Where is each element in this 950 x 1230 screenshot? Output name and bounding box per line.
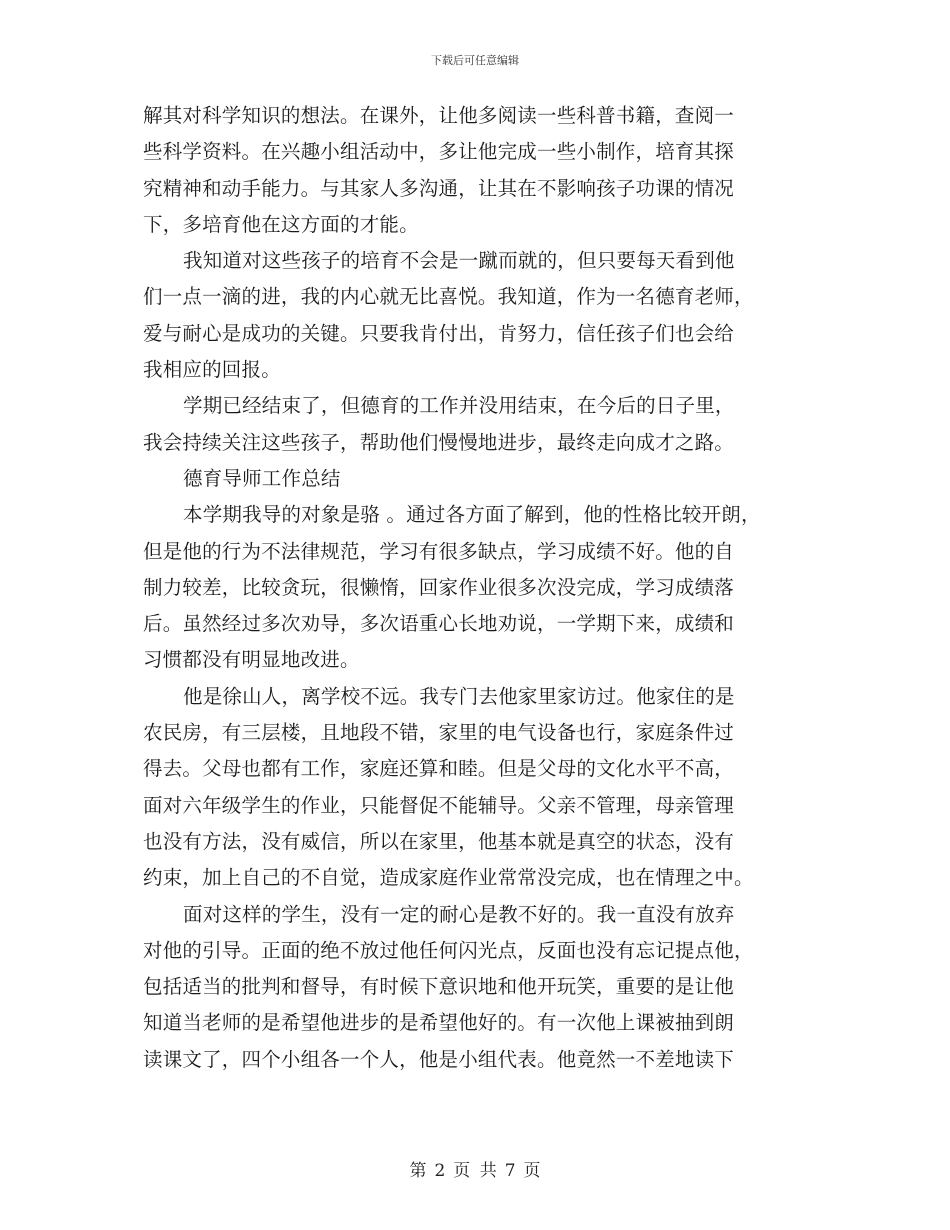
text-line: 制力较差，比较贪玩，很懒惰，回家作业很多次没完成，学习成绩落 [143,575,735,599]
page-header: 下载后可任意编辑 [431,54,519,67]
text-line: 知道当老师的是希望他进步的是希望他好的。有一次他上课被抽到朗 [143,1011,735,1035]
text-line: 爱与耐心是成功的关键。只要我肯付出，肯努力，信任孩子们也会给 [143,321,735,345]
text-line: 学期已经结束了，但德育的工作并没用结束，在今后的日子里， [183,394,735,418]
text-line: 读课文了，四个小组各一个人，他是小组代表。他竟然一不差地读下 [143,1047,735,1071]
text-line: 面对这样的学生，没有一定的耐心是教不好的。我一直没有放弃 [183,902,735,926]
text-line: 得去。父母也都有工作，家庭还算和睦。但是父母的文化水平不高， [143,757,735,781]
text-line: 面对六年级学生的作业，只能督促不能辅导。父亲不管理，母亲管理 [143,793,735,817]
text-line: 农民房，有三层楼，且地段不错，家里的电气设备也行，家庭条件过 [143,721,735,745]
text-line: 约束，加上自己的不自觉，造成家庭作业常常没完成，也在情理之中。 [143,866,754,890]
footer-page-number: 2 [434,1161,446,1181]
text-line: 德育导师工作总结 [183,466,341,490]
document-body [143,98,823,1078]
text-line: 后。虽然经过多次劝导，多次语重心长地劝说，一学期下来，成绩和 [143,612,735,636]
footer-prefix: 第 [409,1161,427,1181]
text-line: 他是徐山人，离学校不远。我专门去他家里家访过。他家住的是 [183,684,735,708]
text-line: 究精神和动手能力。与其家人多沟通，让其在不影响孩子功课的情况 [143,176,735,200]
text-line: 我知道对这些孩子的培育不会是一蹴而就的，但只要每天看到他 [183,249,735,273]
text-line: 们一点一滴的进，我的内心就无比喜悦。我知道，作为一名德育老师， [143,285,754,309]
text-line: 包括适当的批判和督导，有时候下意识地和他开玩笑，重要的是让他 [143,975,735,999]
text-line: 对他的引导。正面的绝不放过他任何闪光点，反面也没有忘记提点他， [143,938,754,962]
text-line: 我相应的回报。 [143,358,281,382]
text-line: 也没有方法，没有威信，所以在家里，他基本就是真空的状态，没有 [143,829,735,853]
text-line: 但是他的行为不法律规范，学习有很多缺点，学习成绩不好。他的自 [143,539,735,563]
footer-middle: 页 共 [453,1161,497,1181]
text-line: 我会持续关注这些孩子，帮助他们慢慢地进步，最终走向成才之路。 [143,430,735,454]
text-line: 些科学资料。在兴趣小组活动中，多让他完成一些小制作，培育其探 [143,140,735,164]
text-line: 解其对科学知识的想法。在课外，让他多阅读一些科普书籍，查阅一 [143,104,735,127]
text-line: 下，多培育他在这方面的才能。 [143,212,419,236]
text-line: 本学期我导的对象是骆 。通过各方面了解到，他的性格比较开朗， [183,503,761,527]
text-line: 习惯都没有明显地改进。 [143,648,360,672]
footer-suffix: 页 [523,1161,541,1181]
footer-total-pages: 7 [504,1161,516,1181]
page-footer [0,1156,950,1181]
